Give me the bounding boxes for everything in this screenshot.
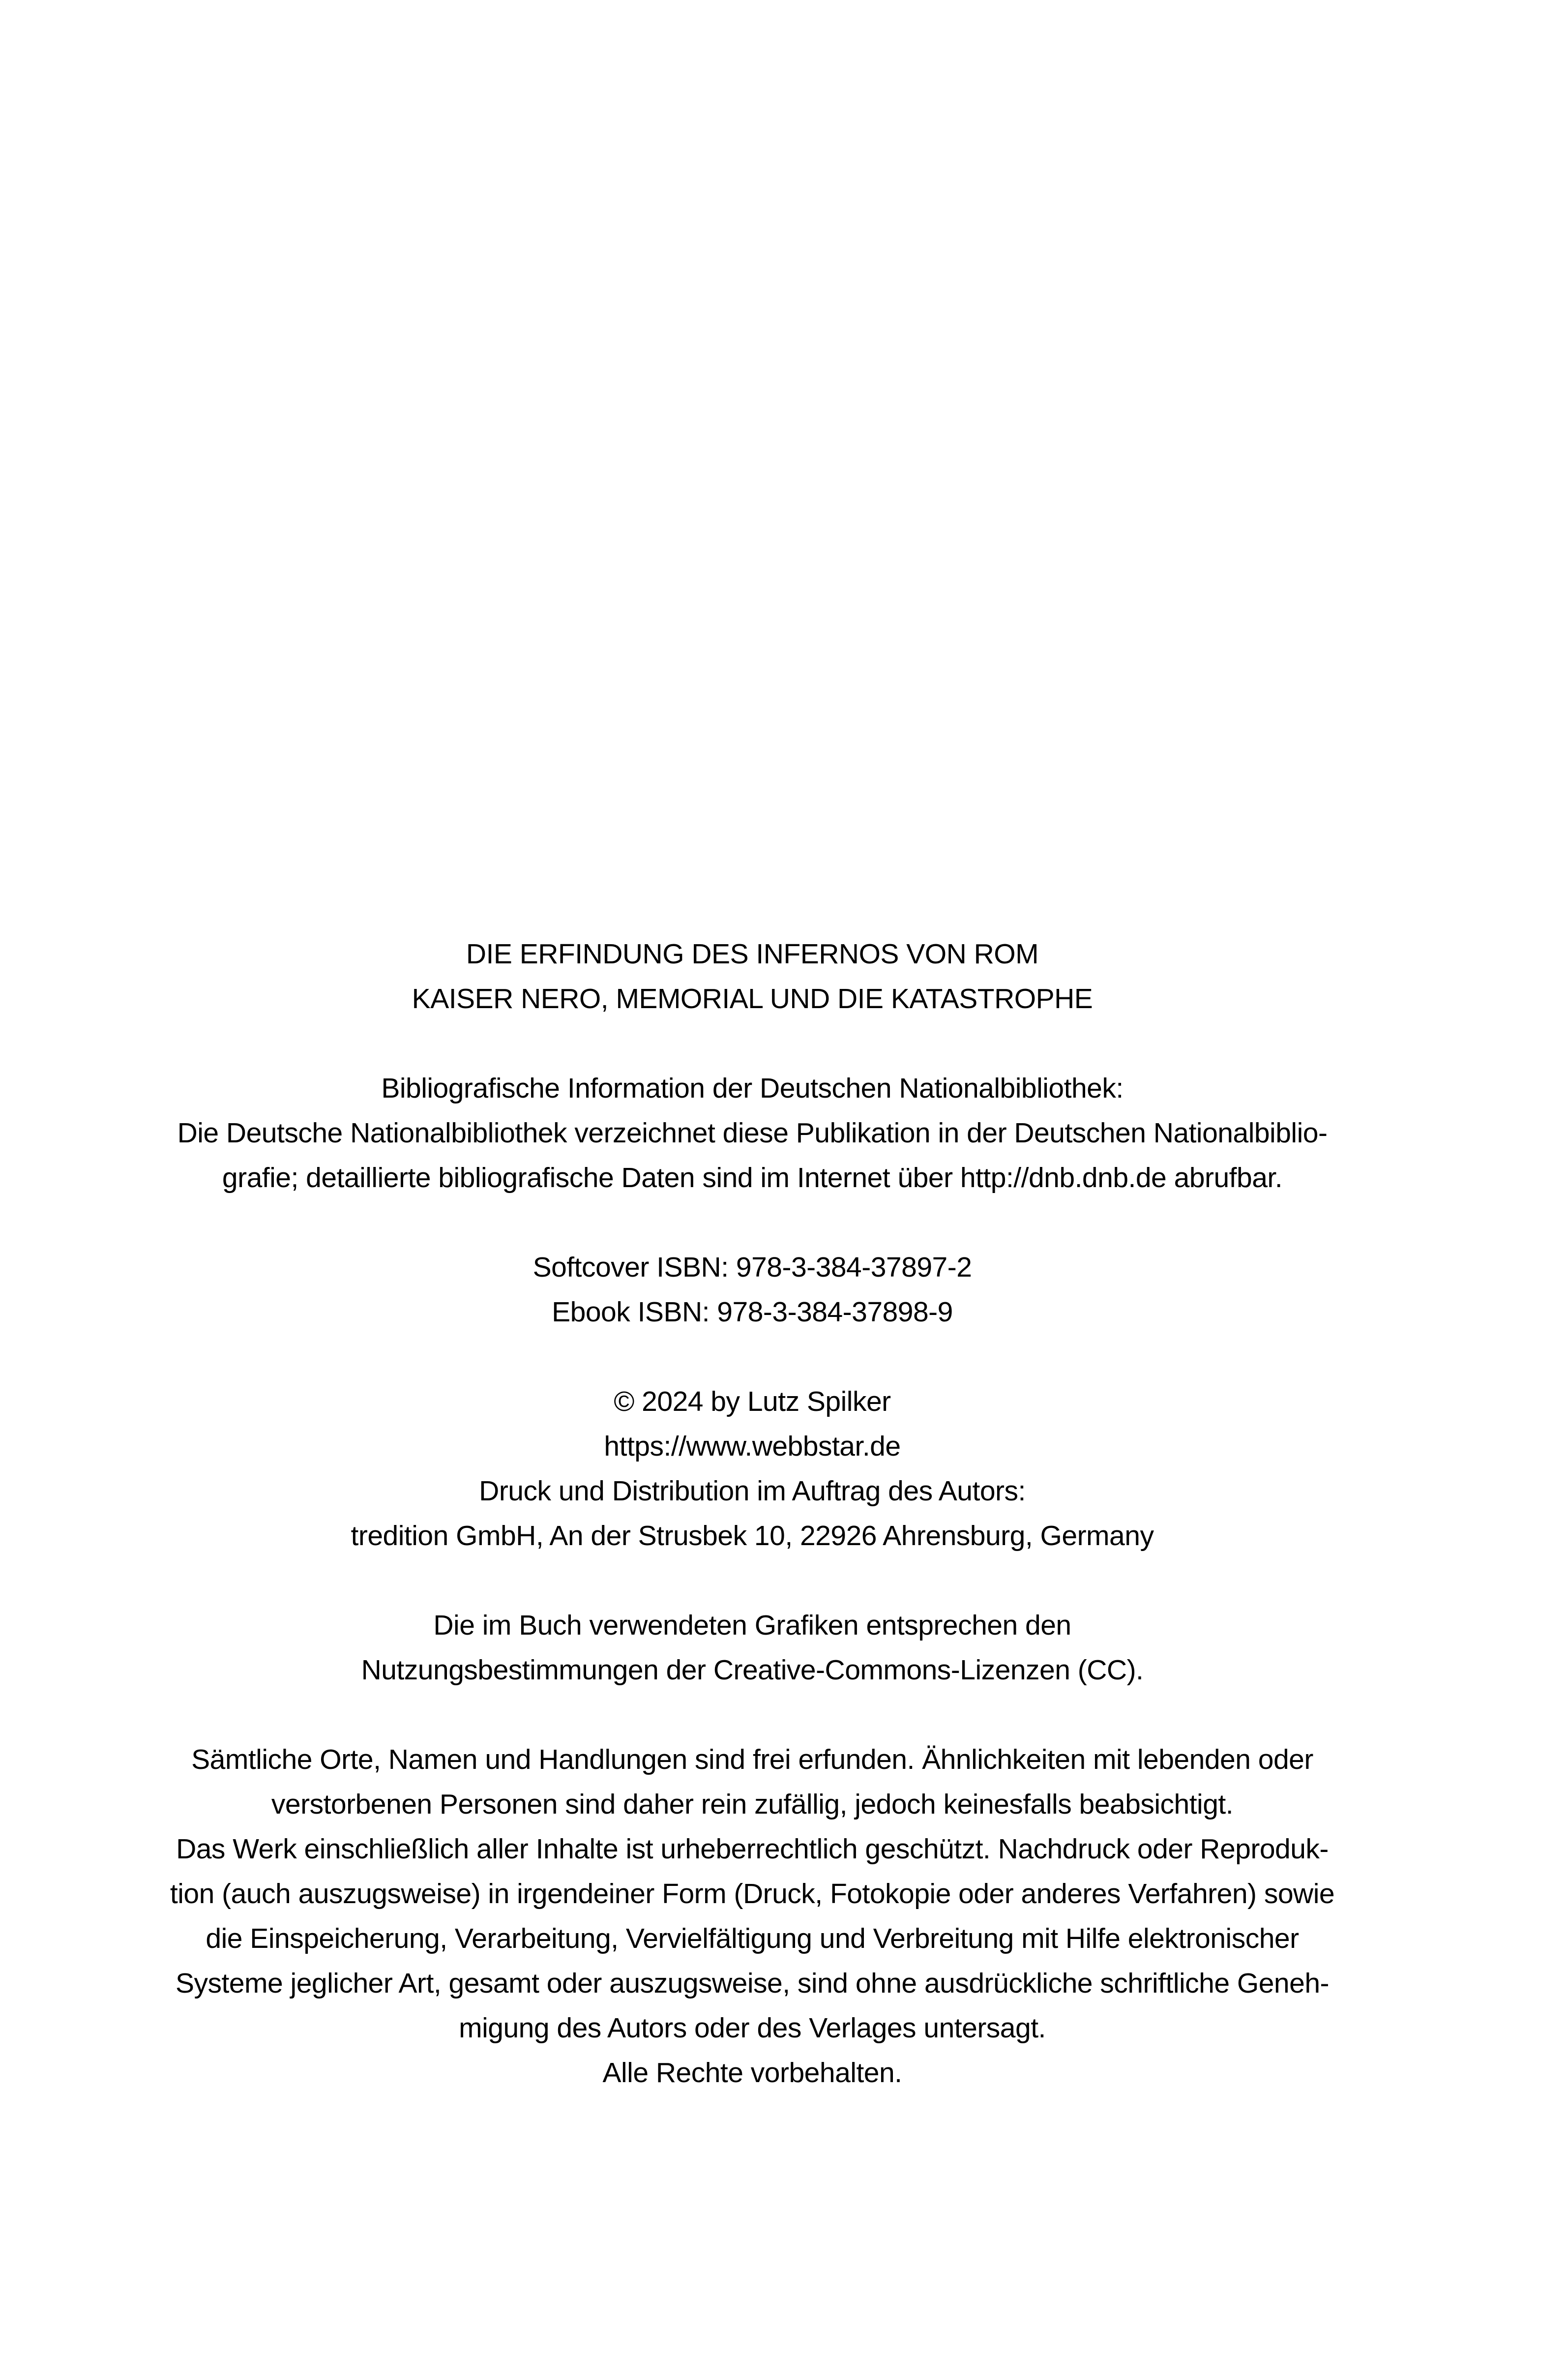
legal-line: Systeme jeglicher Art, gesamt oder auszugsweise, sind ohne ausdrückliche schriftliche Geneh- (175, 1968, 1330, 1999)
softcover-isbn: Softcover ISBN: 978-3-384-37897-2 (533, 1252, 972, 1283)
legal-line: verstorbenen Personen sind daher rein zufällig, jedoch keinesfalls beabsichtigt. (271, 1789, 1234, 1820)
legal-line: migung des Autors oder des Verlages untersagt. (459, 2012, 1046, 2044)
imprint-text (148, 932, 1357, 2095)
print-note: Druck und Distribution im Auftrag des Autors: (479, 1475, 1026, 1507)
bibliography-heading: Bibliografische Information der Deutschen Nationalbibliothek: (381, 1073, 1124, 1104)
website-url: https://www.webbstar.de (604, 1431, 901, 1462)
graphics-notice-block (148, 1603, 1357, 1693)
publisher-block (148, 1379, 1357, 1558)
spacer (148, 1021, 1357, 1066)
legal-line: Sämtliche Orte, Namen und Handlungen sind frei erfunden. Ähnlichkeiten mit lebenden oder (191, 1744, 1313, 1775)
spacer (148, 1558, 1357, 1603)
book-title: DIE ERFINDUNG DES INFERNOS VON ROM (466, 938, 1039, 970)
bibliography-line: grafie; detaillierte bibliografische Daten sind im Internet über http://dnb.dnb.de abrufbar. (222, 1162, 1283, 1194)
rights-reserved: Alle Rechte vorbehalten. (602, 2057, 902, 2089)
graphics-notice-line: Nutzungsbestimmungen der Creative-Commons-Lizenzen (CC). (361, 1654, 1144, 1686)
legal-line: Das Werk einschließlich aller Inhalte ist urheberrechtlich geschützt. Nachdruck oder Reproduk- (176, 1833, 1329, 1865)
book-title-block (148, 932, 1357, 1021)
publisher-address: tredition GmbH, An der Strusbek 10, 22926 Ahrensburg, Germany (351, 1520, 1154, 1552)
legal-line: tion (auch auszugsweise) in irgendeiner Form (Druck, Fotokopie oder anderes Verfahren) sowie (170, 1878, 1335, 1910)
bibliography-block (148, 1066, 1357, 1200)
book-subtitle: KAISER NERO, MEMORIAL UND DIE KATASTROPHE (412, 983, 1093, 1015)
spacer (148, 1335, 1357, 1379)
spacer (148, 1200, 1357, 1245)
graphics-notice-line: Die im Buch verwendeten Grafiken entsprechen den (433, 1610, 1071, 1641)
legal-notice-block (148, 1737, 1357, 2095)
isbn-block (148, 1245, 1357, 1335)
copyright-line: © 2024 by Lutz Spilker (614, 1386, 891, 1417)
ebook-isbn: Ebook ISBN: 978-3-384-37898-9 (552, 1296, 953, 1328)
legal-line: die Einspeicherung, Verarbeitung, Vervielfältigung und Verbreitung mit Hilfe elektronischer (206, 1923, 1299, 1954)
bibliography-line: Die Deutsche Nationalbibliothek verzeichnet diese Publikation in der Deutschen Nationalbiblio- (177, 1117, 1328, 1149)
spacer (148, 1693, 1357, 1737)
